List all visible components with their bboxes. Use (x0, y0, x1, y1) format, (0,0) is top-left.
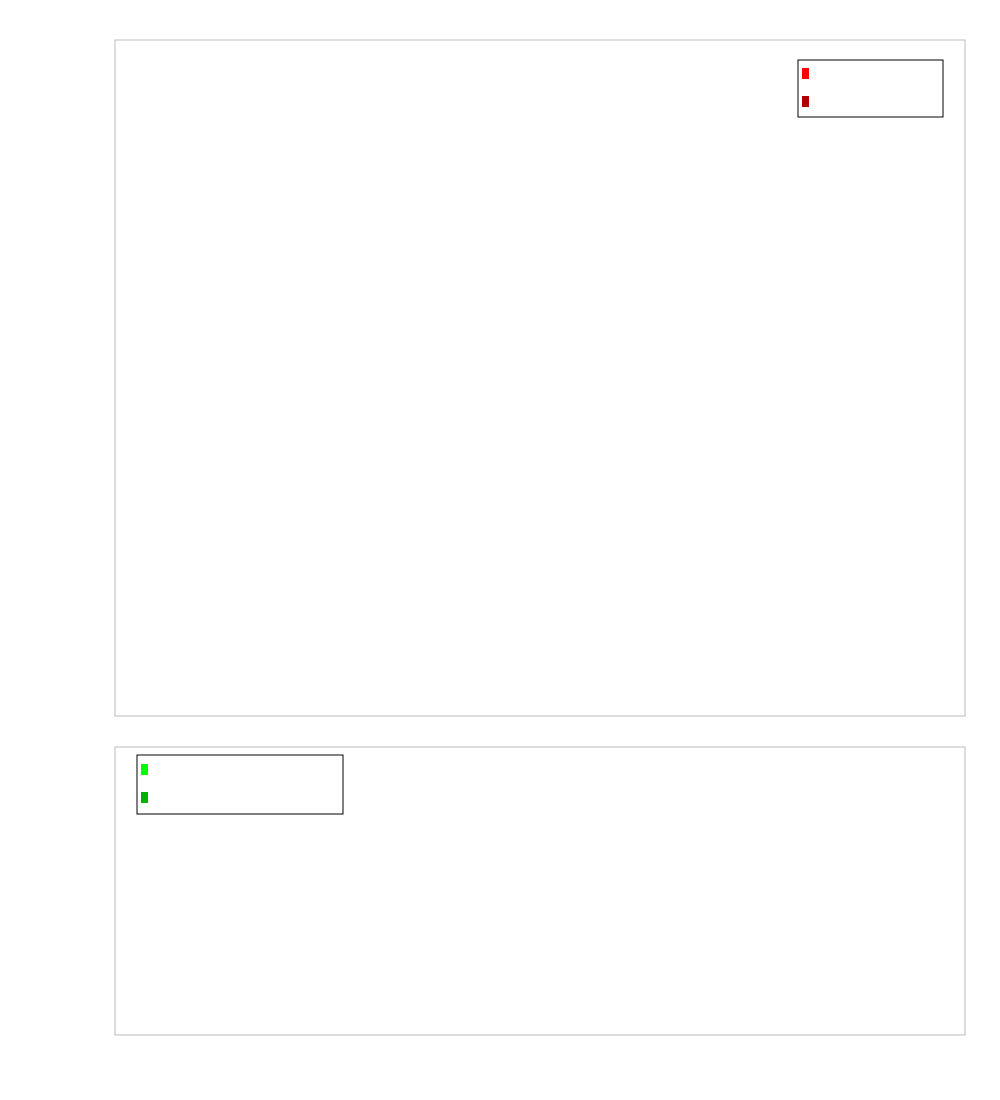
bottom-legend (137, 755, 343, 814)
top-legend (798, 60, 943, 117)
participation-legend-swatch (802, 68, 809, 79)
nucleation-legend-swatch (802, 96, 809, 107)
available-ruptures-legend-swatch (141, 764, 148, 775)
utilized-ruptures-legend-swatch (141, 792, 148, 803)
top-plot-background (115, 40, 965, 716)
bottom-legend-box (137, 755, 343, 814)
top-legend-box (798, 60, 943, 117)
